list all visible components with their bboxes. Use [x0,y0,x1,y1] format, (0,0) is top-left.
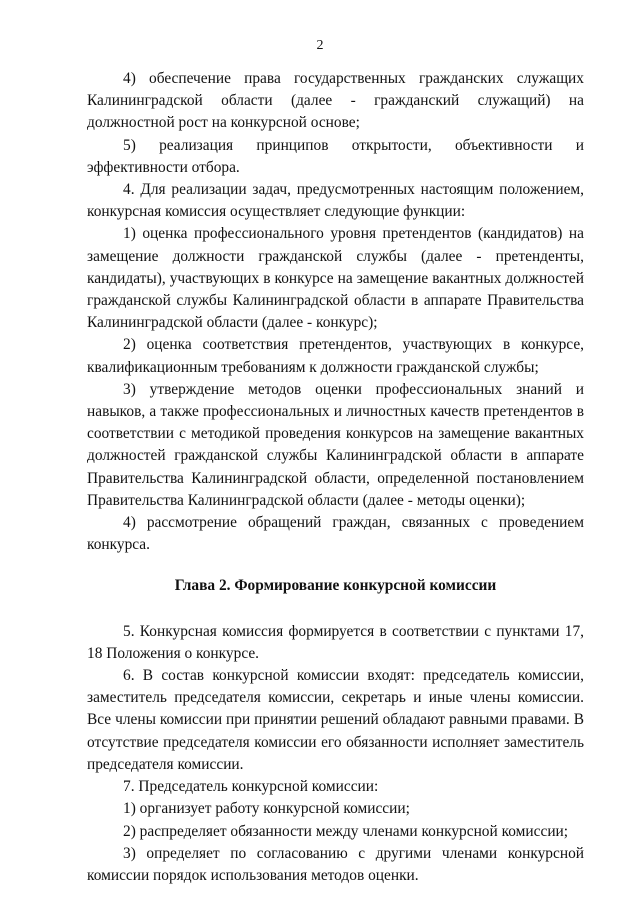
page-number: 2 [316,38,324,53]
document-body [87,68,584,887]
paragraph: 3) утверждение методов оценки профессиональных знаний и навыков, а также профессиональных и личностных качеств претендентов в соответствии с методикой проведения конкурсов на замещение вакантных должностей гражданской службы Калининградской области в аппарате Правительства Калининградской области, определенной постановлением Правительства Калининградской области (далее - методы оценки); [87,380,584,509]
paragraph: 6. В состав конкурсной комиссии входят: председатель комиссии, заместитель председателя комиссии, секретарь и иные члены комиссии. Все члены комиссии при принятии решений обладают равными правами. В отсутствие председателя комиссии его обязанности исполняет заместитель председателя комиссии. [87,667,584,773]
paragraph: 3) определяет по согласованию с другими членами конкурсной комиссии порядок использования методов оценки. [87,844,584,884]
paragraph: 4) рассмотрение обращений граждан, связанных с проведением конкурса. [87,514,584,554]
paragraph: 7. Председатель конкурсной комиссии: [123,778,379,796]
paragraph: 1) организует работу конкурсной комиссии; [123,800,410,818]
paragraph: 5. Конкурсная комиссия формируется в соответствии с пунктами 17, 18 Положения о конкурсе. [87,622,584,662]
paragraph: 2) распределяет обязанности между членами конкурсной комиссии; [123,822,569,840]
paragraph: 4) обеспечение права государственных гражданских служащих Калининградской области (далее - гражданский служащий) на должностной рост на конкурсной основе; [87,70,584,132]
paragraph: 4. Для реализации задач, предусмотренных настоящим положением, конкурсная комиссия осуществляет следующие функции: [87,181,584,221]
paragraph: 5) реализация принципов открытости, объективности и эффективности отбора. [87,136,584,176]
paragraph: 2) оценка соответствия претендентов, участвующих в конкурсе, квалификационным требованиям к должности гражданской службы; [87,336,584,376]
chapter-heading: Глава 2. Формирование конкурсной комиссии [174,577,497,595]
paragraph: 1) оценка профессионального уровня претендентов (кандидатов) на замещение должности гражданской службы (далее - претенденты, кандидаты), участвующих в конкурсе на замещение вакантных должностей гражданской службы Калининградской области в аппарате Правительства Калининградской области (далее - конкурс); [87,225,584,332]
